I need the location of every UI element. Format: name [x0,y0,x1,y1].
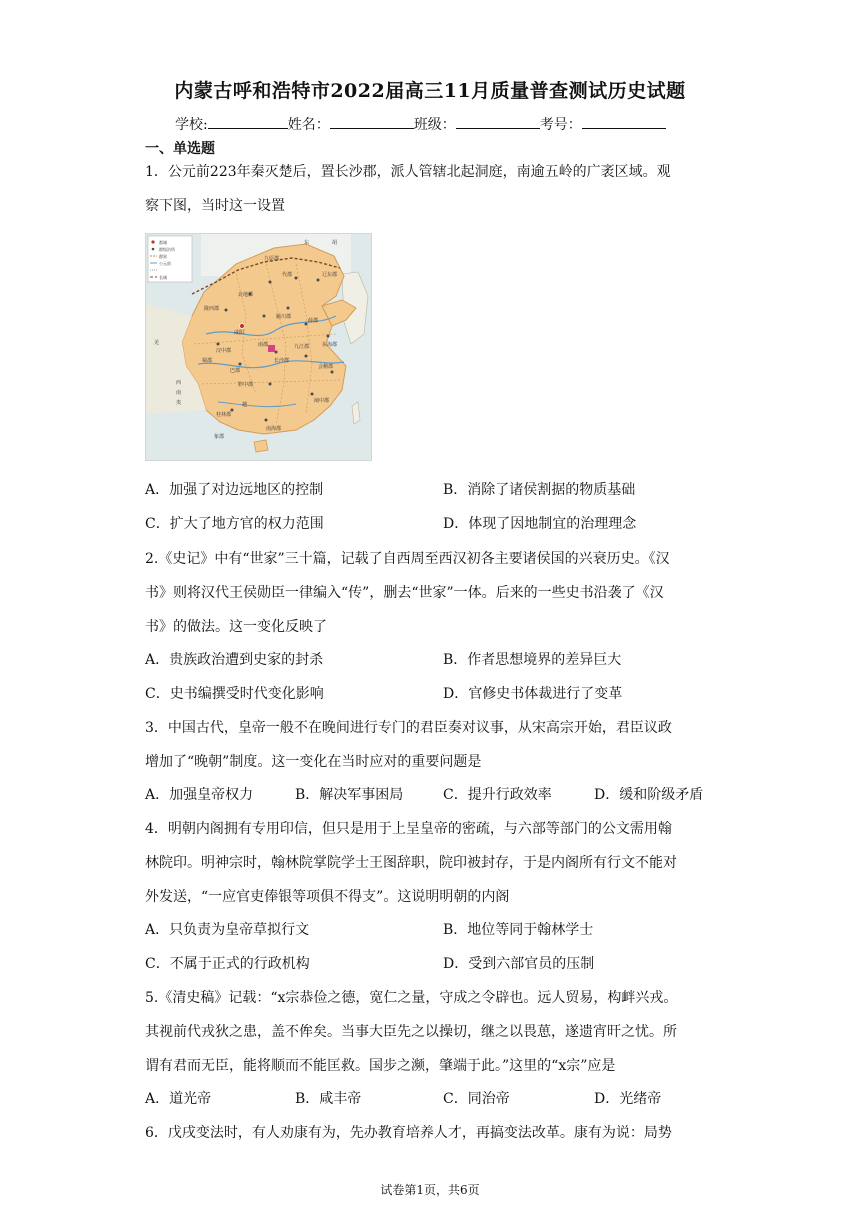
q3-text-line1: 3．中国古代，皇帝一般不在晚间进行专门的君臣奏对议事，从宋高宗开始，君臣议政 [145,720,672,736]
map-label-qianzhong: 黔中郡 [238,382,254,388]
name-blank[interactable] [330,115,414,129]
section-heading: 一、单选题 [145,141,215,157]
class-label: 班级： [413,117,456,133]
q2-option-d[interactable]: D．官修史书体裁进行了变革 [443,686,623,702]
name-label: 姓名： [287,117,330,133]
legend-boundary: 郡界 [159,254,167,259]
q1-option-a[interactable]: A．加强了对边远地区的控制 [145,482,324,498]
legend-wall: 长城 [159,275,167,280]
map-label-xue: 薛郡 [308,318,319,324]
school-blank[interactable] [208,115,288,129]
map-label-xiang: 象郡 [214,434,225,440]
map-label-jiuyuan: 九原郡 [264,256,280,262]
q4-text-line2: 林院印。明神宗时，翰林院掌院学士王图辞职，院印被封存，于是内阁所有行文不能对 [145,855,677,871]
q2-option-a[interactable]: A．贵族政治遭到史家的封杀 [145,652,324,668]
map-label-nanhai: 南海郡 [266,426,282,432]
map-label-xi: 西 [176,380,182,386]
q3-option-b[interactable]: B．解决军事困局 [295,787,404,803]
map-label-minzhong: 闽中郡 [314,398,330,404]
q1-option-b[interactable]: B．消除了诸侯割据的物质基础 [443,482,636,498]
map-label-shu: 蜀郡 [202,358,213,364]
q2-text-line2: 书》则将汉代王侯勋臣一律编入“传”，删去“世家”一体。后来的一些史书沿袭了《汉 [145,585,664,601]
map-label-nan2: 南 [176,390,182,396]
number-label: 考号： [539,117,582,133]
map-label-hu: 胡 [332,240,338,246]
q4-option-a[interactable]: A．只负责为皇帝草拟行文 [145,922,310,938]
map-label-liaodong: 辽东郡 [322,272,338,278]
q5-text-line3: 谓有君而无臣，能将顺而不能匡救。国步之濒，肇端于此。”这里的“x宗”应是 [145,1058,616,1074]
q5-option-c[interactable]: C．同治帝 [443,1091,510,1107]
map-label-longxi: 陇西郡 [204,306,220,312]
q5-option-b[interactable]: B．咸丰帝 [295,1091,362,1107]
q5-text-line1: 5.《清史稿》记载：“x宗恭俭之德，宽仁之量，守成之令辟也。远人贸易，构衅兴戎。 [145,990,678,1006]
q2-option-c[interactable]: C．史书编撰受时代变化影响 [145,686,324,702]
map-label-ba: 巴郡 [230,368,241,374]
q4-option-c[interactable]: C．不属于正式的行政机构 [145,956,310,972]
number-blank[interactable] [582,115,666,129]
map-label-guilin: 桂林郡 [216,412,232,418]
q4-option-d[interactable]: D．受到六部官员的压制 [443,956,595,972]
map-label-jiujiang: 九江郡 [294,344,310,350]
q6-text-line1: 6．戊戌变法时，有人劝康有为，先办教育培养人才，再搞变法改革。康有为说：局势 [145,1125,672,1141]
map-label-donghai: 东海郡 [322,342,338,348]
q3-text-line2: 增加了“晚朝”制度。这一变化在当时应对的重要问题是 [145,754,482,770]
map-label-yi: 夷 [176,400,182,406]
q1-option-c[interactable]: C．扩大了地方官的权力范围 [145,516,324,532]
q5-option-d[interactable]: D．光绪帝 [594,1091,662,1107]
q1-option-d[interactable]: D．体现了因地制宜的治理理念 [443,516,637,532]
q2-option-b[interactable]: B．作者思想境界的差异巨大 [443,652,622,668]
map-label-changsha: 长沙郡 [274,358,290,364]
q4-text-line3: 外发送，“一应官吏俸银等项俱不得支”。这说明明朝的内阁 [145,889,510,905]
q5-option-a[interactable]: A．道光帝 [145,1091,212,1107]
school-label: 学校: [175,117,208,133]
q5-text-line2: 其视前代戎狄之患，盖不侔矣。当事大臣先之以操切，继之以畏葸，遂遗宵旰之忧。所 [145,1024,677,1040]
q2-text-line1: 2.《史记》中有“世家”三十篇，记载了自西周至西汉初各主要诸侯国的兴衰历史。《汉 [145,551,670,567]
q3-option-a[interactable]: A．加强皇帝权力 [145,787,254,803]
map-label-kuaiji: 会稽郡 [318,364,334,370]
map-label-yingchuan: 颍川郡 [276,314,292,320]
q1-text-line2: 察下图，当时这一设置 [145,198,285,214]
q3-option-c[interactable]: C．提升行政效率 [443,787,552,803]
page-footer: 试卷第1页，共6页 [380,1183,480,1197]
legend-capital: 都城 [159,240,167,245]
class-blank[interactable] [456,115,540,129]
q3-option-d[interactable]: D．缓和阶级矛盾 [594,787,704,803]
map-label-qiang: 羌 [154,340,160,346]
map-label-dong: 东 [304,240,310,246]
map-label-xianyang: 咸阳 [234,330,245,336]
map-label-hanzhong: 汉中郡 [216,348,232,354]
q4-option-b[interactable]: B．地位等同于翰林学士 [443,922,594,938]
page-title: 内蒙古呼和浩特市2022届高三11月质量普查测试历史试题 [174,80,686,102]
q1-text-line1: 1．公元前223年秦灭楚后，置长沙郡，派人管辖北起洞庭，南逾五岭的广袤区域。观 [145,164,671,180]
qin-commanderies-map [145,233,372,461]
legend-date: 公元前 [159,261,171,266]
map-label-beidi: 北地郡 [238,292,254,298]
q4-text-line1: 4．明朝内阁拥有专用印信，但只是用于上呈皇帝的密疏，与六部等部门的公文需用翰 [145,821,672,837]
legend-seat: 郡级治所 [159,247,175,252]
map-label-yue: 越 [242,402,248,408]
q2-text-line3: 书》的做法。这一变化反映了 [145,619,327,635]
student-info-line [175,114,666,134]
map-label-dai: 代郡 [282,272,293,278]
map-label-nan: 南郡 [258,342,269,348]
